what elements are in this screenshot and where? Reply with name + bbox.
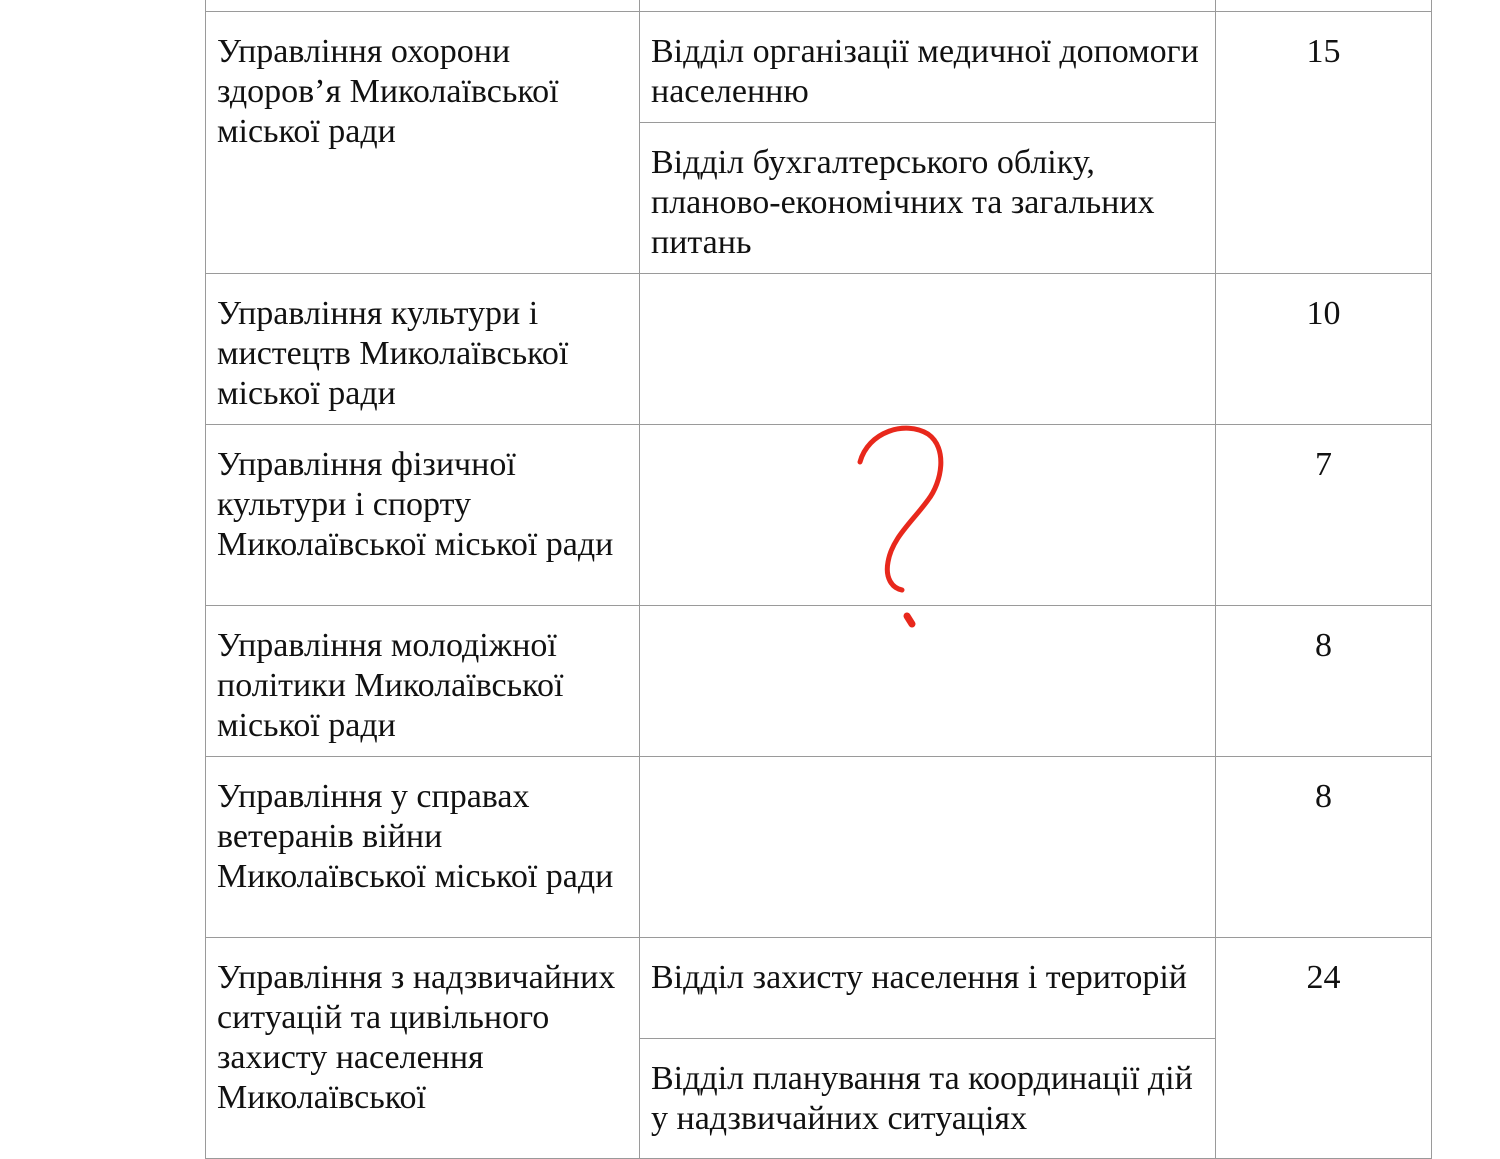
table-row [206, 274, 1432, 425]
unit-name-cell [206, 606, 640, 757]
unit-name-cell [206, 425, 640, 606]
unit-name: Управління у справах ветеранів війни Миколаївської міської ради [217, 778, 614, 895]
staff-count: 8 [1315, 627, 1332, 664]
unit-name-cell [206, 757, 640, 938]
count-cell [1216, 757, 1432, 938]
table-row [206, 606, 1432, 757]
department-cell [640, 123, 1216, 274]
department-cell [640, 12, 1216, 123]
department-name: Відділ планування та координації дій у надзвичайних ситуаціях [651, 1060, 1193, 1137]
table-row-partial [206, 0, 1432, 12]
unit-name: Управління молодіжної політики Миколаївської міської ради [217, 627, 564, 744]
unit-name: Управління з надзвичайних ситуацій та цивільного захисту населення Миколаївської [217, 959, 616, 1116]
department-name: Відділ організації медичної допомоги населенню [651, 33, 1199, 110]
count-cell [1216, 425, 1432, 606]
staff-count: 24 [1306, 959, 1341, 996]
table-row [206, 12, 1432, 123]
question-mark-icon [850, 420, 960, 640]
count-cell [1216, 606, 1432, 757]
staff-count: 8 [1315, 778, 1332, 815]
count-cell [1216, 12, 1432, 274]
department-cell [640, 1039, 1216, 1159]
unit-name-cell [206, 938, 640, 1159]
department-name: Відділ бухгалтерського обліку, планово-економічних та загальних питань [651, 144, 1155, 261]
unit-name-cell [206, 12, 640, 274]
table-row [206, 757, 1432, 938]
department-cell-empty [640, 274, 1216, 425]
department-cell [640, 938, 1216, 1039]
count-cell [1216, 274, 1432, 425]
unit-name: Управління охорони здоров’я Миколаївської міської ради [217, 33, 559, 150]
unit-name-cell [206, 274, 640, 425]
staff-count: 10 [1306, 295, 1341, 332]
department-cell-empty [640, 757, 1216, 938]
table-row [206, 938, 1432, 1039]
table-row [206, 425, 1432, 606]
count-cell [1216, 938, 1432, 1159]
unit-name: Управління культури і мистецтв Миколаївської міської ради [217, 295, 569, 412]
departments-table [205, 0, 1432, 1159]
department-name: Відділ захисту населення і територій [651, 959, 1187, 996]
unit-name: Управління фізичної культури і спорту Миколаївської міської ради [217, 446, 614, 563]
staff-count: 15 [1306, 33, 1341, 70]
staff-count: 7 [1315, 446, 1332, 483]
